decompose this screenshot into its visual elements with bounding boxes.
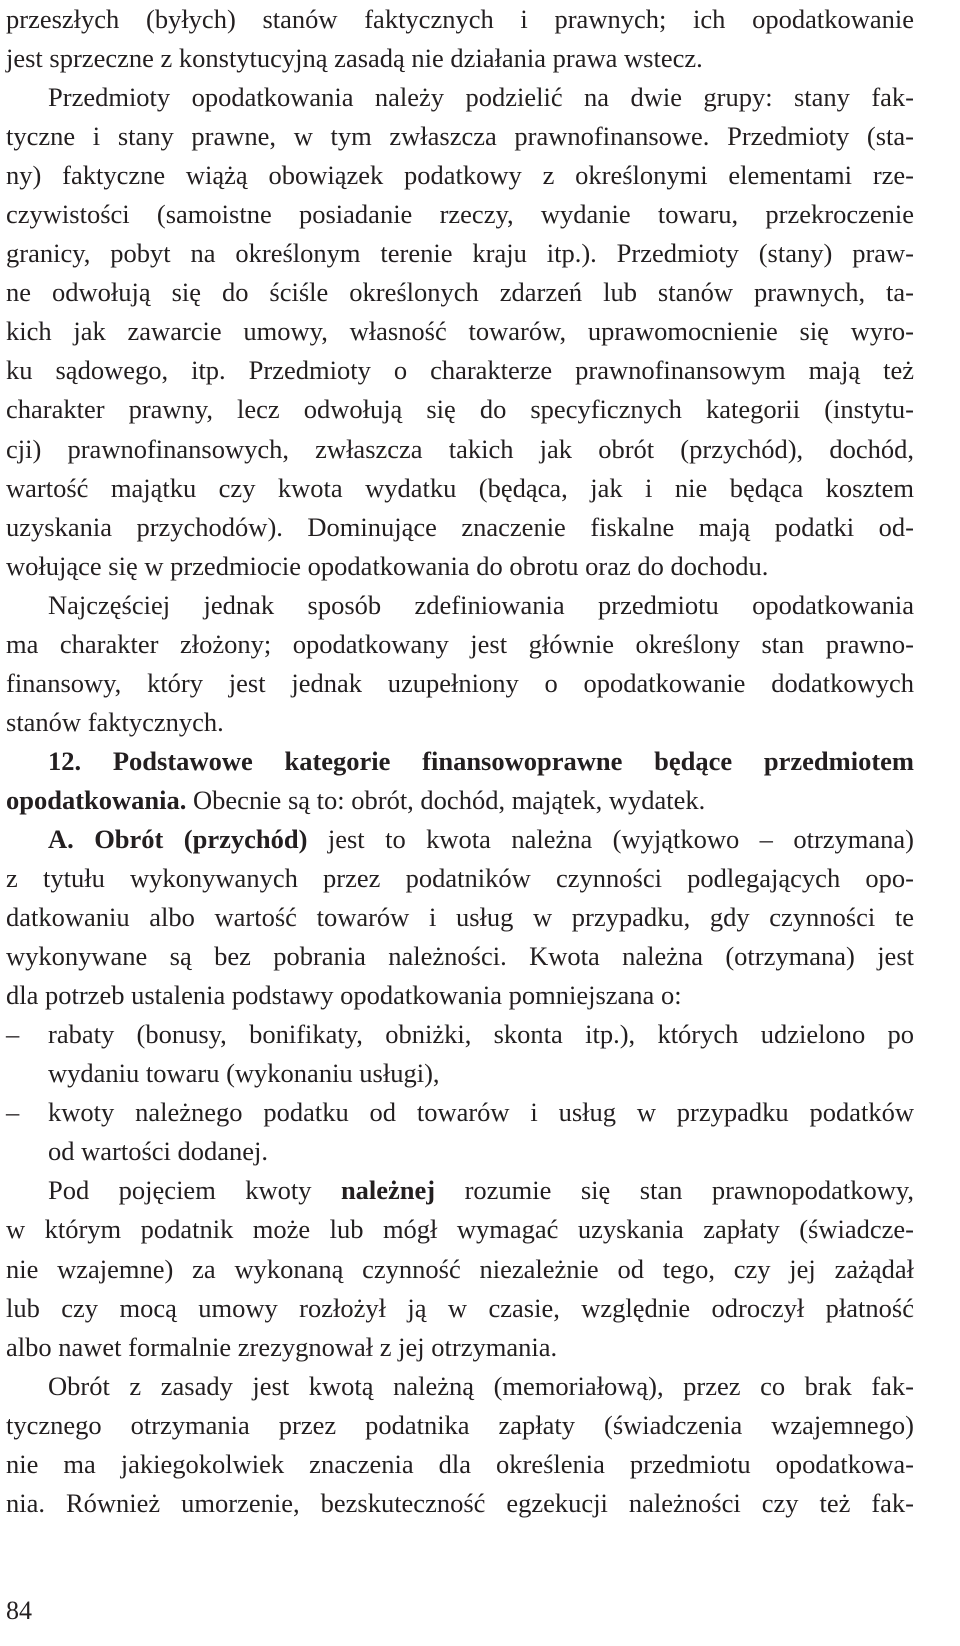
- section-12-heading: [6, 742, 914, 781]
- text-line: wołujące się w przedmiocie opodatkowania do obrotu oraz do dochodu.: [6, 550, 769, 581]
- text-line: kich jak zawarcie umowy, własność towarów, uprawomocnienie się wyro-: [6, 316, 914, 347]
- text-line: datkowaniu albo wartość towarów i usług w przypadku, gdy czynności te: [6, 902, 914, 933]
- text-line: Przedmioty opodatkowania należy podzielić na dwie grupy: stany fak-: [48, 82, 914, 113]
- para-naleznej-bold: należnej: [340, 1175, 436, 1206]
- text-line: lub czy mocą umowy rozłożył ją w czasie, względnie odroczył płatność: [6, 1292, 914, 1323]
- page-number: 84: [6, 1596, 32, 1625]
- text-line: finansowy, który jest jednak uzupełniony o opodatkowanie dodatkowych: [6, 667, 914, 698]
- bullet-dash: –: [6, 1019, 20, 1050]
- bullet-text-cont: od wartości dodanej.: [48, 1136, 269, 1167]
- text-line: ku sądowego, itp. Przedmioty o charakterze prawnofinansowym mają też: [6, 355, 914, 386]
- text-line: Obrót z zasady jest kwotą należną (memoriałową), przez co brak fak-: [48, 1370, 914, 1401]
- text-line: tycznego otrzymania przez podatnika zapłaty (świadczenia wzajemnego): [6, 1409, 914, 1440]
- section-a-label: A.: [48, 823, 74, 854]
- text-line: cji) prawnofinansowych, zwłaszcza takich jak obrót (przychód), dochód,: [6, 433, 914, 464]
- section-a-term: Obrót (przychód): [94, 823, 308, 854]
- text-line: tyczne i stany prawne, w tym zwłaszcza prawnofinansowe. Przedmioty (sta-: [6, 121, 914, 152]
- bullet-text: kwoty należnego podatku od towarów i usług w przypadku podatków: [48, 1097, 914, 1128]
- bullet-item: [6, 1015, 914, 1054]
- para-naleznej-post: rozumie się stan prawnopodatkowy,: [435, 1175, 914, 1206]
- section-a-first-line: [6, 820, 914, 859]
- bullet-text-cont: wydaniu towaru (wykonaniu usługi),: [48, 1058, 440, 1089]
- text-line: stanów faktycznych.: [6, 706, 224, 737]
- section-12-text: Obecnie są to: obrót, dochód, majątek, wydatek.: [186, 784, 706, 815]
- section-a-text: jest to kwota należna (wyjątkowo – otrzymana): [307, 823, 914, 854]
- text-line: ny) faktyczne wiążą obowiązek podatkowy z określonymi elementami rze-: [6, 160, 914, 191]
- bullet-dash: –: [6, 1097, 20, 1128]
- text-line: ne odwołują się do ściśle określonych zdarzeń lub stanów prawnych, ta-: [6, 277, 914, 308]
- para-naleznej-pre: Pod pojęciem kwoty: [48, 1175, 341, 1206]
- text-line: albo nawet formalnie zrezygnował z jej otrzymania.: [6, 1331, 558, 1362]
- text-line: w którym podatnik może lub mógł wymagać uzyskania zapłaty (świadcze-: [6, 1214, 914, 1245]
- text-line: z tytułu wykonywanych przez podatników czynności podlegających opo-: [6, 863, 914, 894]
- page-body: [6, 0, 914, 1523]
- text-line: dla potrzeb ustalenia podstawy opodatkowania pomniejszana o:: [6, 980, 682, 1011]
- text-line: ma charakter złożony; opodatkowany jest głównie określony stan prawno-: [6, 628, 914, 659]
- text-line: granicy, pobyt na określonym terenie kraju itp.). Przedmioty (stany) praw-: [6, 238, 914, 269]
- text-line: nie ma jakiegokolwiek znaczenia dla określenia przedmiotu opodatkowa-: [6, 1448, 914, 1479]
- text-line: charakter prawny, lecz odwołują się do specyficznych kategorii (instytu-: [6, 394, 914, 425]
- text-line: jest sprzeczne z konstytucyjną zasadą nie działania prawa wstecz.: [6, 43, 703, 74]
- bullet-item: [6, 1093, 914, 1132]
- text-line: wykonywane są bez pobrania należności. Kwota należna (otrzymana) jest: [6, 941, 914, 972]
- text-line: Najczęściej jednak sposób zdefiniowania przedmiotu opodatkowania: [48, 589, 914, 620]
- section-12-title: 12. Podstawowe kategorie finansowoprawne będące przedmiotem: [48, 745, 914, 776]
- text-line: przeszłych (byłych) stanów faktycznych i prawnych; ich opodatkowanie: [6, 4, 914, 34]
- section-12-title-cont: opodatkowania.: [6, 784, 187, 815]
- section-12-heading-cont: [6, 781, 914, 820]
- text-line: nie wzajemne) za wykonaną czynność niezależnie od tego, czy jej zażądał: [6, 1253, 914, 1284]
- para-naleznej-first-line: [6, 1171, 914, 1210]
- text-line: nia. Również umorzenie, bezskuteczność egzekucji należności czy też fak-: [6, 1487, 914, 1518]
- text-line: uzyskania przychodów). Dominujące znaczenie fiskalne mają podatki od-: [6, 511, 914, 542]
- text-line: czywistości (samoistne posiadanie rzeczy, wydanie towaru, przekroczenie: [6, 199, 914, 230]
- bullet-text: rabaty (bonusy, bonifikaty, obniżki, skonta itp.), których udzielono po: [48, 1019, 914, 1050]
- text-line: wartość majątku czy kwota wydatku (będąca, jak i nie będąca kosztem: [6, 472, 914, 503]
